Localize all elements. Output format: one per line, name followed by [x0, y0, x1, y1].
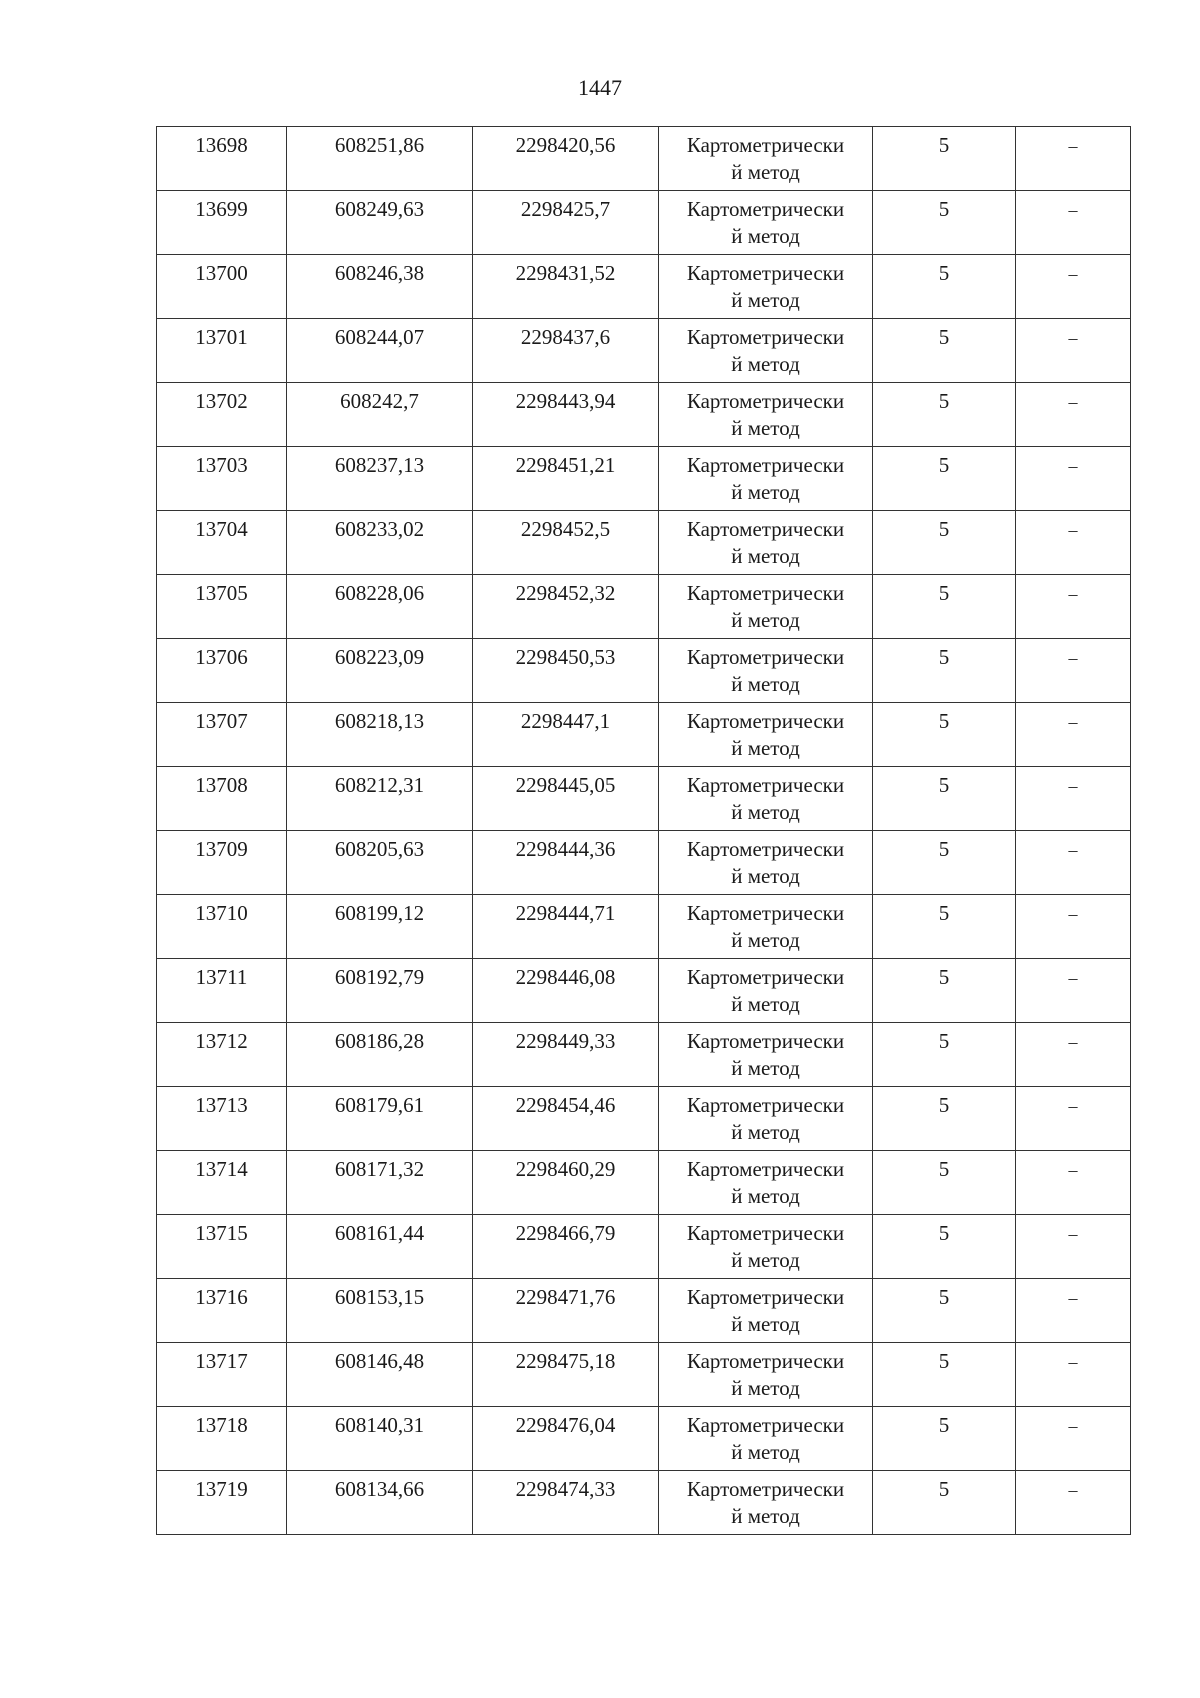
- table-row: [157, 1151, 1131, 1215]
- accuracy-cell: 5: [873, 639, 1016, 703]
- note-cell: [1016, 447, 1131, 511]
- dash-text: –: [1068, 1096, 1078, 1116]
- y-coordinate-cell: 2298471,76: [473, 1279, 659, 1343]
- y-coordinate-cell: 2298466,79: [473, 1215, 659, 1279]
- table-row: [157, 959, 1131, 1023]
- y-coordinate-cell: 2298452,32: [473, 575, 659, 639]
- point-number-cell: 13698: [157, 127, 287, 191]
- point-number-cell: 13707: [157, 703, 287, 767]
- point-number-cell: 13718: [157, 1407, 287, 1471]
- dash-text: –: [1068, 1352, 1078, 1372]
- y-coordinate-cell: 2298444,36: [473, 831, 659, 895]
- point-number-cell: 13706: [157, 639, 287, 703]
- x-coordinate-cell: 608179,61: [287, 1087, 473, 1151]
- accuracy-cell: 5: [873, 383, 1016, 447]
- x-coordinate-cell: 608186,28: [287, 1023, 473, 1087]
- table-row: [157, 383, 1131, 447]
- point-number-cell: 13713: [157, 1087, 287, 1151]
- x-coordinate-cell: 608233,02: [287, 511, 473, 575]
- x-coordinate-cell: 608244,07: [287, 319, 473, 383]
- dash-text: –: [1068, 1480, 1078, 1500]
- dash-text: –: [1068, 456, 1078, 476]
- dash-text: –: [1068, 1416, 1078, 1436]
- note-cell: [1016, 191, 1131, 255]
- point-number-cell: 13701: [157, 319, 287, 383]
- method-cell: Картометрически й метод: [659, 1407, 873, 1471]
- table-row: [157, 1407, 1131, 1471]
- y-coordinate-cell: 2298443,94: [473, 383, 659, 447]
- method-cell: Картометрически й метод: [659, 511, 873, 575]
- method-cell: Картометрически й метод: [659, 319, 873, 383]
- method-cell: Картометрически й метод: [659, 1023, 873, 1087]
- dash-text: –: [1068, 136, 1078, 156]
- note-cell: [1016, 1343, 1131, 1407]
- dash-text: –: [1068, 904, 1078, 924]
- y-coordinate-cell: 2298449,33: [473, 1023, 659, 1087]
- dash-text: –: [1068, 200, 1078, 220]
- dash-text: –: [1068, 1288, 1078, 1308]
- y-coordinate-cell: 2298475,18: [473, 1343, 659, 1407]
- note-cell: [1016, 127, 1131, 191]
- note-cell: [1016, 703, 1131, 767]
- dash-text: –: [1068, 584, 1078, 604]
- point-number-cell: 13708: [157, 767, 287, 831]
- accuracy-cell: 5: [873, 575, 1016, 639]
- table-row: [157, 575, 1131, 639]
- point-number-cell: 13711: [157, 959, 287, 1023]
- y-coordinate-cell: 2298444,71: [473, 895, 659, 959]
- point-number-cell: 13719: [157, 1471, 287, 1535]
- y-coordinate-cell: 2298451,21: [473, 447, 659, 511]
- method-cell: Картометрически й метод: [659, 383, 873, 447]
- y-coordinate-cell: 2298452,5: [473, 511, 659, 575]
- accuracy-cell: 5: [873, 127, 1016, 191]
- note-cell: [1016, 1279, 1131, 1343]
- accuracy-cell: 5: [873, 1087, 1016, 1151]
- y-coordinate-cell: 2298450,53: [473, 639, 659, 703]
- method-cell: Картометрически й метод: [659, 1279, 873, 1343]
- dash-text: –: [1068, 1160, 1078, 1180]
- table-row: [157, 127, 1131, 191]
- accuracy-cell: 5: [873, 447, 1016, 511]
- point-number-cell: 13704: [157, 511, 287, 575]
- note-cell: [1016, 255, 1131, 319]
- y-coordinate-cell: 2298445,05: [473, 767, 659, 831]
- note-cell: [1016, 959, 1131, 1023]
- table-row: [157, 639, 1131, 703]
- method-cell: Картометрически й метод: [659, 1471, 873, 1535]
- method-cell: Картометрически й метод: [659, 127, 873, 191]
- dash-text: –: [1068, 392, 1078, 412]
- coordinates-table: [156, 126, 1131, 1535]
- method-cell: Картометрически й метод: [659, 831, 873, 895]
- y-coordinate-cell: 2298446,08: [473, 959, 659, 1023]
- dash-text: –: [1068, 968, 1078, 988]
- method-cell: Картометрически й метод: [659, 255, 873, 319]
- point-number-cell: 13710: [157, 895, 287, 959]
- x-coordinate-cell: 608134,66: [287, 1471, 473, 1535]
- y-coordinate-cell: 2298460,29: [473, 1151, 659, 1215]
- note-cell: [1016, 1407, 1131, 1471]
- method-cell: Картометрически й метод: [659, 1343, 873, 1407]
- x-coordinate-cell: 608171,32: [287, 1151, 473, 1215]
- method-cell: Картометрически й метод: [659, 1087, 873, 1151]
- accuracy-cell: 5: [873, 1151, 1016, 1215]
- method-cell: Картометрически й метод: [659, 1215, 873, 1279]
- table-body: [157, 127, 1131, 1535]
- dash-text: –: [1068, 1032, 1078, 1052]
- accuracy-cell: 5: [873, 511, 1016, 575]
- table-row: [157, 767, 1131, 831]
- table-row: [157, 255, 1131, 319]
- y-coordinate-cell: 2298420,56: [473, 127, 659, 191]
- method-cell: Картометрически й метод: [659, 575, 873, 639]
- note-cell: [1016, 895, 1131, 959]
- x-coordinate-cell: 608205,63: [287, 831, 473, 895]
- x-coordinate-cell: 608146,48: [287, 1343, 473, 1407]
- dash-text: –: [1068, 648, 1078, 668]
- note-cell: [1016, 1023, 1131, 1087]
- point-number-cell: 13717: [157, 1343, 287, 1407]
- x-coordinate-cell: 608242,7: [287, 383, 473, 447]
- x-coordinate-cell: 608246,38: [287, 255, 473, 319]
- x-coordinate-cell: 608218,13: [287, 703, 473, 767]
- dash-text: –: [1068, 328, 1078, 348]
- accuracy-cell: 5: [873, 255, 1016, 319]
- point-number-cell: 13716: [157, 1279, 287, 1343]
- note-cell: [1016, 767, 1131, 831]
- dash-text: –: [1068, 264, 1078, 284]
- table-row: [157, 1087, 1131, 1151]
- table-row: [157, 447, 1131, 511]
- accuracy-cell: 5: [873, 703, 1016, 767]
- x-coordinate-cell: 608153,15: [287, 1279, 473, 1343]
- note-cell: [1016, 383, 1131, 447]
- method-cell: Картометрически й метод: [659, 639, 873, 703]
- x-coordinate-cell: 608251,86: [287, 127, 473, 191]
- y-coordinate-cell: 2298447,1: [473, 703, 659, 767]
- accuracy-cell: 5: [873, 831, 1016, 895]
- table-row: [157, 511, 1131, 575]
- y-coordinate-cell: 2298474,33: [473, 1471, 659, 1535]
- note-cell: [1016, 1087, 1131, 1151]
- accuracy-cell: 5: [873, 319, 1016, 383]
- method-cell: Картометрически й метод: [659, 703, 873, 767]
- accuracy-cell: 5: [873, 767, 1016, 831]
- table-row: [157, 703, 1131, 767]
- x-coordinate-cell: 608199,12: [287, 895, 473, 959]
- accuracy-cell: 5: [873, 959, 1016, 1023]
- y-coordinate-cell: 2298454,46: [473, 1087, 659, 1151]
- dash-text: –: [1068, 1224, 1078, 1244]
- x-coordinate-cell: 608192,79: [287, 959, 473, 1023]
- table-row: [157, 1343, 1131, 1407]
- point-number-cell: 13700: [157, 255, 287, 319]
- x-coordinate-cell: 608140,31: [287, 1407, 473, 1471]
- accuracy-cell: 5: [873, 1407, 1016, 1471]
- x-coordinate-cell: 608249,63: [287, 191, 473, 255]
- note-cell: [1016, 319, 1131, 383]
- note-cell: [1016, 575, 1131, 639]
- dash-text: –: [1068, 712, 1078, 732]
- accuracy-cell: 5: [873, 1279, 1016, 1343]
- x-coordinate-cell: 608237,13: [287, 447, 473, 511]
- y-coordinate-cell: 2298425,7: [473, 191, 659, 255]
- point-number-cell: 13709: [157, 831, 287, 895]
- accuracy-cell: 5: [873, 1471, 1016, 1535]
- dash-text: –: [1068, 776, 1078, 796]
- method-cell: Картометрически й метод: [659, 191, 873, 255]
- point-number-cell: 13705: [157, 575, 287, 639]
- note-cell: [1016, 1215, 1131, 1279]
- point-number-cell: 13702: [157, 383, 287, 447]
- method-cell: Картометрически й метод: [659, 1151, 873, 1215]
- table-row: [157, 1215, 1131, 1279]
- table-row: [157, 1023, 1131, 1087]
- table-row: [157, 831, 1131, 895]
- table-row: [157, 319, 1131, 383]
- note-cell: [1016, 639, 1131, 703]
- page-number: 1447: [578, 75, 622, 100]
- point-number-cell: 13712: [157, 1023, 287, 1087]
- x-coordinate-cell: 608212,31: [287, 767, 473, 831]
- y-coordinate-cell: 2298431,52: [473, 255, 659, 319]
- accuracy-cell: 5: [873, 895, 1016, 959]
- note-cell: [1016, 1471, 1131, 1535]
- y-coordinate-cell: 2298476,04: [473, 1407, 659, 1471]
- accuracy-cell: 5: [873, 1343, 1016, 1407]
- point-number-cell: 13714: [157, 1151, 287, 1215]
- method-cell: Картометрически й метод: [659, 895, 873, 959]
- table-row: [157, 895, 1131, 959]
- method-cell: Картометрически й метод: [659, 959, 873, 1023]
- dash-text: –: [1068, 840, 1078, 860]
- x-coordinate-cell: 608223,09: [287, 639, 473, 703]
- accuracy-cell: 5: [873, 1023, 1016, 1087]
- point-number-cell: 13703: [157, 447, 287, 511]
- x-coordinate-cell: 608228,06: [287, 575, 473, 639]
- point-number-cell: 13715: [157, 1215, 287, 1279]
- note-cell: [1016, 831, 1131, 895]
- table-row: [157, 191, 1131, 255]
- accuracy-cell: 5: [873, 191, 1016, 255]
- accuracy-cell: 5: [873, 1215, 1016, 1279]
- method-cell: Картометрически й метод: [659, 447, 873, 511]
- point-number-cell: 13699: [157, 191, 287, 255]
- table-row: [157, 1471, 1131, 1535]
- x-coordinate-cell: 608161,44: [287, 1215, 473, 1279]
- note-cell: [1016, 1151, 1131, 1215]
- note-cell: [1016, 511, 1131, 575]
- method-cell: Картометрически й метод: [659, 767, 873, 831]
- table-row: [157, 1279, 1131, 1343]
- dash-text: –: [1068, 520, 1078, 540]
- y-coordinate-cell: 2298437,6: [473, 319, 659, 383]
